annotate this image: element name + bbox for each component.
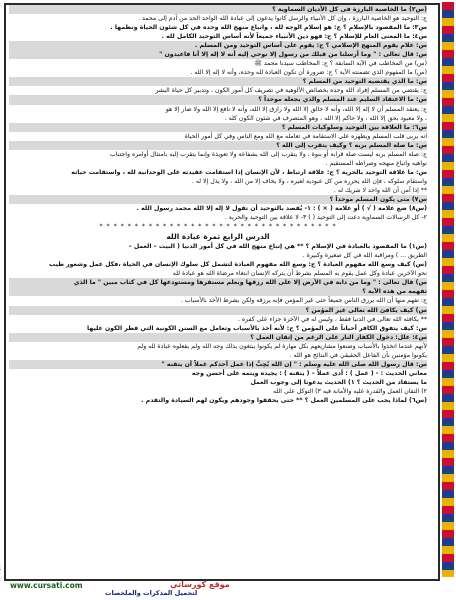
decorative-stripe [442, 2, 454, 577]
text-line: ** يكافئه الله تعالى في الدنيا فقط ، وليس له في الآخرة جزاء على كفره . [238, 315, 427, 323]
question-line: (س١) ما المقصود بالعبادة في الإسلام ؟ ** هي إتباع منهج الله في كل أمور الدنيا ( البيت – العمل – [128, 243, 427, 251]
question-line: تفهمه من هذه الآية ؟ [9, 287, 427, 296]
page-number [0, 565, 1, 572]
text-line: لأنهم عندما اتخذوا بالأسباب وصنعوا مشاريعهم بكل مهارة لم يكونوا يبتغون بذلك وجه الله ولم يفعلوه عبادة لله ولم [137, 342, 427, 350]
text-line: يكونوا مؤمنين بأن الفاعل الحقيقي في النتائج هو الله . [289, 351, 427, 359]
text-line: ج: تفهم منها أن الله يرزق الناس جميعاً حتى غير المؤمن فإنه يرزقه ولكن بشرط الأخذ بالأسباب . [180, 297, 427, 305]
question-line: (س) كيف وسع الله مفهوم العبادة ؟ ج: وسع الله مفهوم العبادة لتشمل كل سلوك الإنسان في الحياة ،فكل عمل وشعور طيب [49, 261, 427, 269]
text-line: ٢) التقان العمل والقدرة عليه والأمانة فيه ٣) التوكل على الله [273, 387, 427, 395]
text-line: (س) ما المفهوم الذي تضمنته الآية ؟ ج: ضرورة أن تكون العبادة لله وحده، وأنه لا إله إلا الله . [190, 69, 427, 77]
footer-subtitle: لتحميل المذكرات والملخصات [105, 589, 198, 597]
question-line: س: ما صلة المسلم بربه ؟ وكيف يتقرب إلى الله ؟ [9, 141, 427, 150]
question-line: س: ما علاقة التوحيد بالحرية ؟ ج: علاقة ارتباط ، لأن الإنسان إذا استقامت عقيدته على الوحدانية لله ، واستقامت حياته [71, 168, 427, 176]
text-line: (س) من المخاطب في الآية السابقة ؟ ج: المخاطب سيدنا محمد ﷺ [254, 60, 427, 68]
question-line: (س٦) لماذا يجب على المسلمين العمل ؟ ** حتى يحققوا وجودهم ويكون لهم السيادة والتقدم . [141, 396, 427, 404]
text-line: ، ولا معبود بحق إلا الله ، ولا حاكم إلا الله ، وهو المتصرف في شئون الكون كله . [224, 114, 427, 122]
question-line: س٧) متى يكون المسلم موحداً ؟ [9, 195, 427, 204]
text-line: نواهيه واتباع منهجه وصراطه المستقيم . [325, 159, 427, 167]
text-line: ج: يعتقد المسلم أن لا إله إلا الله، وأنه لا خالق إلا الله ولا رازق إلا الله، وأنه لا نافع إلا الله ولا ضار إلا هو [165, 105, 427, 113]
text-line: واستقام سلوكه ، فإن الله يحرره من كل عبودية لغيره ، ولا يخاف إلا من الله ، ولا يذل إلا له . [191, 177, 427, 185]
question-line: س) قال تعالى : " وما من دابة في الأرض إلا على الله رزقها ويعلم مستقرها ومستودعها كل في كتاب مبين " ما الذي [9, 278, 427, 287]
question-line: ما يستفاد من الحديث ؟ ١) الحديث يدعونا إلى وجوب العمل [250, 378, 427, 386]
question-line: س٦: ما العلاقة بين التوحيد وسلوكيات المسلم ؟ [9, 123, 427, 132]
text-line: نحو الآخرين عبادة وكل عمل يقوم به المسلم بشرط أن يتركه الإنسان ابتغاء مرضاة الله هو عبادة لله [172, 270, 427, 278]
question-line: س: ما الذي يقتضيه التوحيد من المسلم ؟ [9, 77, 427, 86]
text-line: ٢- كل الرسالات السماوية دعت إلى التوحيد ( ) ٣- لا علاقة بين التوحيد والحرية . [224, 214, 427, 222]
text-line: الدرس الرابع ثمرة عبادة الله [166, 232, 270, 242]
question-line: س: كيف يتفوق الكافر أحياناً على المؤمن ؟ ج: لأنه أخذ بالأسباب وتعامل مع السنن الكونية التي فطر الكون عليها [87, 324, 427, 332]
question-line: معاني الحديث : - ( عمل ) : أدى عملاً – ( يتقنه ) : يجيده ويتمه على أحسن وجه [191, 369, 427, 377]
question-line: س٤: علل: دخول الكفار النار على الرغم من إتقان العمل ؟ [9, 333, 427, 342]
text-line: ** إذا آمن أن الله واحد لا شريك له . [333, 186, 427, 194]
question-line: س: قال تعالى : " وما أرسلنا من قبلك من رسول إلا نوحي إليه أنه لا إله إلا أنا فاعبدون " [9, 50, 427, 59]
brand-name: موقع كورساتي [170, 580, 230, 589]
footer [10, 580, 430, 598]
text-line: الطريق ... ) ومراقبة الله في كل صغيرة وكبيرة . [302, 252, 427, 260]
worksheet-content [9, 5, 427, 577]
text-line: ج: التوحيد هو الخاصية البارزة ، وإن كل الأنبياء والرسل كانوا يدعون إلى عبادة الله الواحد الحد من آدم إلى محمد . [138, 15, 427, 23]
text-line: * * * * * * * * * * * * * * * * * * * * * * * * * * * * * * * * * * [99, 223, 337, 231]
question-line: س٤: ما المعنى العام للإسلام ؟ ج: فهو دين الأنبياء جميعاً لأنه أساس التوحيد الكامل لله . [161, 33, 427, 41]
question-line: س: علام يقوم المنهج الإسلامي ؟ ج: يقوم على أساس التوحيد ومن المسلم . [9, 41, 427, 50]
site-url[interactable]: www.cursati.com [10, 581, 83, 590]
text-line: انه يربى قلب المسلم ويطهره على الاستقامة في تعامله مع الله ومع الناس وفي كل أمور الحياة [184, 132, 427, 140]
text-line: ج: يقتضي من المسلم إفراد الله وحده بخصائص الألوهية في تصريف كل أمور الكون ، وتدبير كل حياة البشر [155, 87, 427, 95]
question-line: س: قال رسول الله صلى الله عليه وسلم : " إن الله يُحِبُّ إذا عمل أحدكم عملاً أن يتقنه " [9, 360, 427, 369]
question-line: س٣: ما المقصود بالإسلام ؟ ج: هو إسلام الوجه لله ، واتباع منهج الله وحده في كل شئون الحياة ونظمها . [110, 24, 427, 32]
question-line: س) كيف يكافئ الله تعالى غير المؤمن ؟ [9, 306, 427, 315]
text-line: ج: صلة المسلم بربه ليست صلة قرابة أو بنوة ، ولا يتقرب إلى الله بشفاعة ولا تعويذة وإنما يتقرب إليه بامتثال أوامره واجتناب [110, 150, 427, 158]
question-line: (س٨) ضع علامة ( √ ) أو علامة ( × ) : ١- يُقصد بالتوحيد أن تقول لا إله إلا الله محمد رسول الله . [136, 205, 427, 213]
question-line: (س٢) ما الخاصية البارزة فى كل الأديان السماوية ؟ [9, 5, 427, 14]
question-line: س: ما الاعتقاد السليم عند المسلم والذي يجعله موحداً ؟ [9, 95, 427, 104]
